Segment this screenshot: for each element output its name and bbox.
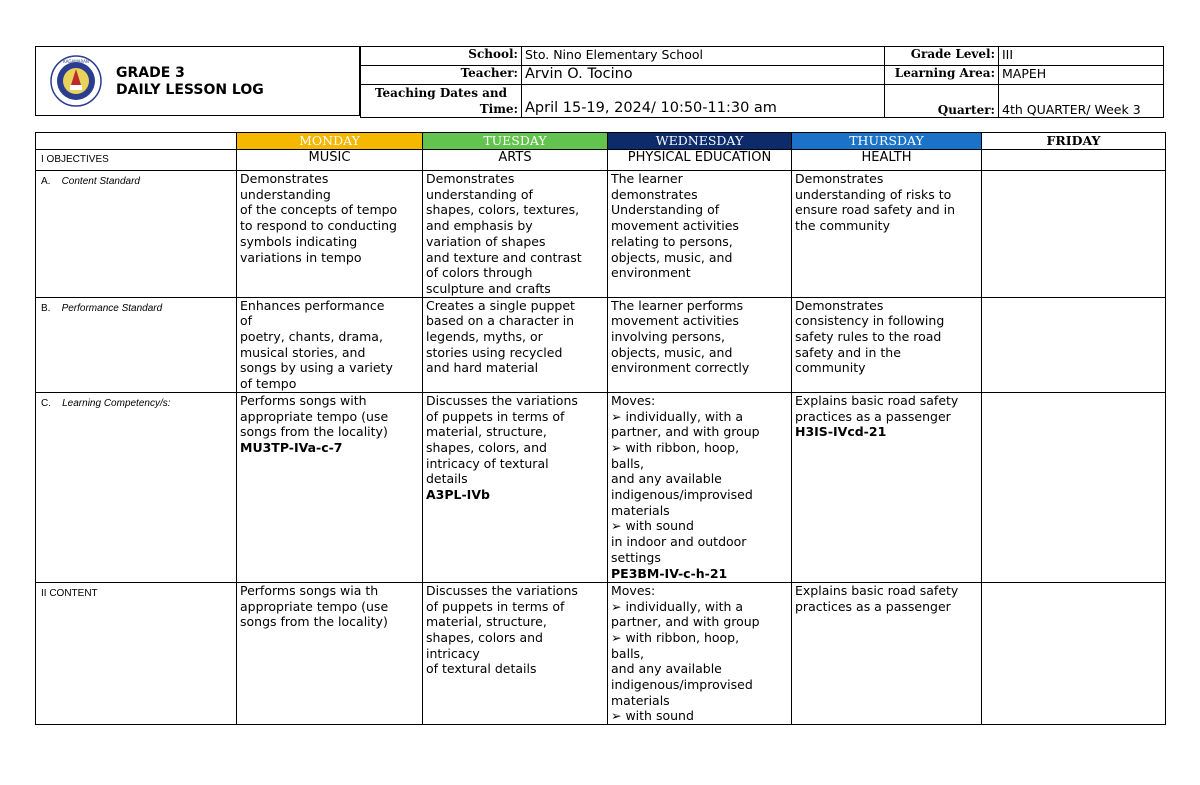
teaching-dates-label-line1: Teaching Dates and [374,86,508,100]
text-line: of colors through [426,265,533,281]
text-line: practices as a passenger [795,598,951,614]
deped-seal-icon [50,55,102,107]
content-standard-label [36,171,237,298]
content-standard-friday [982,171,1166,298]
text-line: ➢ with ribbon, hoop, [611,439,740,455]
content-label: II CONTENT [36,582,237,724]
row-prefix: A. [41,176,51,187]
text-line: Moves: [611,582,656,598]
day-friday: FRIDAY [982,133,1166,150]
content-standard-monday [237,171,423,298]
text-line: relating to persons, [611,233,733,249]
text-line: musical stories, and [240,344,366,360]
content-standard-thursday [792,171,982,298]
text-line: ➢ with sound [611,518,694,534]
row-prefix: C. [41,397,51,409]
text-line: Explains basic road safety [795,582,959,598]
log-title: DAILY LESSON LOG [116,82,264,98]
text-line: safety rules to the road [795,329,942,345]
subject-thursday: HEALTH [792,150,982,171]
text-line: environment correctly [611,360,750,376]
text-line: Demonstrates [426,171,515,186]
text-line: shapes, colors, textures, [426,202,580,218]
text-line: of the concepts of tempo [240,202,398,218]
grade-label: GRADE 3 [116,65,185,81]
text-line: environment [611,265,691,281]
text-line: Moves: [611,392,656,408]
text-line: to respond to conducting [240,218,397,234]
text-line: involving persons, [611,329,725,345]
content-standard-wednesday [608,171,792,298]
corner-cell [36,133,237,150]
subject-friday [982,150,1166,171]
text-line: of puppets in terms of [426,408,565,424]
text-line: balls, [611,645,645,661]
text-line: Performs songs wia th [240,582,379,598]
day-header-row [36,133,1166,150]
text-line: and any available [611,471,722,487]
text-line: consistency in following [795,313,945,329]
text-line: and emphasis by [426,218,533,234]
teaching-dates-label [361,85,522,118]
text-line: material, structure, [426,614,547,630]
row-prefix: B. [41,302,51,314]
text-line: material, structure, [426,424,547,440]
day-thursday: THURSDAY [792,133,982,150]
text-line: settings [611,549,661,565]
text-line: Explains basic road safety [795,392,959,408]
text-line: ➢ with ribbon, hoop, [611,629,740,645]
text-line: in indoor and outdoor [611,534,747,550]
subject-wednesday: PHYSICAL EDUCATION [608,150,792,171]
performance-standard-wednesday [608,297,792,392]
text-line: and any available [611,661,722,677]
competency-code-thursday: H3IS-IVcd-21 [795,424,887,440]
text-line: Demonstrates [240,171,329,186]
row-label: Learning Competency/s: [62,397,171,409]
text-line: community [795,360,866,376]
content-thursday [792,582,982,724]
text-line: sculpture and crafts [426,280,551,296]
teaching-dates-label-line2: Time: [479,102,518,116]
text-line: objects, music, and [611,344,733,360]
text-line: partner, and with group [611,614,760,630]
competency-tuesday-text [426,393,604,487]
text-line: appropriate tempo (use [240,598,389,614]
text-line: Enhances performance [240,297,385,313]
content-friday [982,582,1166,724]
text-line: understanding of [426,186,533,202]
text-line: indigenous/improvised [611,487,753,503]
text-line: Understanding of [611,202,720,218]
text-line: of textural details [426,661,537,677]
text-line: materials [611,502,670,518]
competency-row [36,392,1166,582]
competency-monday [237,392,423,582]
text-line: objects, music, and [611,249,733,265]
text-line: ensure road safety and in [795,202,956,218]
text-line: Demonstrates [795,171,884,186]
school-label: School: [361,47,522,66]
text-line: intricacy [426,645,480,661]
grade-level-label: Grade Level: [885,47,999,66]
text-line: shapes, colors and [426,629,543,645]
learning-area-label: Learning Area: [885,66,999,85]
performance-standard-thursday [792,297,982,392]
competency-tuesday [423,392,608,582]
text-line: indigenous/improvised [611,677,753,693]
day-wednesday: WEDNESDAY [608,133,792,150]
content-wednesday [608,582,792,724]
competency-code-tuesday: A3PL-IVb [426,487,490,503]
performance-standard-row [36,297,1166,392]
text-line: of tempo [240,376,297,392]
text-line: Creates a single puppet [426,297,575,313]
day-monday: MONDAY [237,133,423,150]
competency-thursday-text [795,393,978,424]
text-line: stories using recycled [426,344,563,360]
text-line: legends, myths, or [426,329,543,345]
content-row [36,582,1166,724]
text-line: of puppets in terms of [426,598,565,614]
text-line: demonstrates [611,186,698,202]
learning-area-value: MAPEH [999,66,1164,85]
text-line: songs from the locality) [240,614,388,630]
text-line: intricacy of textural [426,455,549,471]
competency-monday-text [240,393,419,440]
content-standard-row [36,171,1166,298]
text-line: songs by using a variety [240,360,393,376]
performance-standard-friday [982,297,1166,392]
competency-friday [982,392,1166,582]
row-label: Content Standard [61,176,140,187]
text-line: safety and in the [795,344,901,360]
school-value: Sto. Nino Elementary School [522,47,885,66]
objectives-label: I OBJECTIVES [36,150,237,171]
competency-wednesday [608,392,792,582]
performance-standard-monday [237,297,423,392]
grade-level-value: III [999,47,1164,66]
text-line: shapes, colors, and [426,439,547,455]
text-line: details [426,471,468,487]
competency-label [36,392,237,582]
text-line: materials [611,692,670,708]
grade-title [116,65,264,99]
text-line: and hard material [426,360,539,376]
text-line: ➢ individually, with a [611,408,744,424]
text-line: poetry, chants, drama, [240,329,383,345]
text-line: movement activities [611,313,739,329]
day-tuesday: TUESDAY [423,133,608,150]
text-line: the community [795,218,890,234]
quarter-value: 4th QUARTER/ Week 3 [999,85,1164,118]
text-line: variation of shapes [426,233,546,249]
text-line: The learner performs [611,297,744,313]
subject-monday: MUSIC [237,150,423,171]
text-line: partner, and with group [611,424,760,440]
teacher-value: Arvin O. Tocino [522,66,885,85]
text-line: appropriate tempo (use [240,408,389,424]
text-line: and texture and contrast [426,249,582,265]
text-line: balls, [611,455,645,471]
competency-wednesday-text [611,393,788,566]
lesson-log-table [35,132,1166,725]
content-monday [237,582,423,724]
competency-thursday [792,392,982,582]
svg-text:KAGAWARAN: KAGAWARAN [63,59,89,64]
text-line: songs from the locality) [240,424,388,440]
performance-standard-label [36,297,237,392]
header-info-table [360,46,1164,118]
competency-code-monday: MU3TP-IVa-c-7 [240,439,343,455]
teacher-label: Teacher: [361,66,522,85]
text-line: symbols indicating [240,233,358,249]
text-line: based on a character in [426,313,575,329]
subject-row [36,150,1166,171]
competency-code-wednesday: PE3BM-IV-c-h-21 [611,565,728,581]
text-line: Performs songs with [240,392,367,408]
quarter-label: Quarter: [885,85,999,118]
teaching-dates-value: April 15-19, 2024/ 10:50-11:30 am [522,85,885,118]
text-line: movement activities [611,218,739,234]
text-line: Discusses the variations [426,392,578,408]
text-line: ➢ individually, with a [611,598,744,614]
content-standard-tuesday [423,171,608,298]
text-line: Demonstrates [795,297,884,313]
text-line: of [240,313,253,329]
text-line: Discusses the variations [426,582,578,598]
text-line: understanding of risks to [795,186,952,202]
subject-tuesday: ARTS [423,150,608,171]
performance-standard-tuesday [423,297,608,392]
row-label: Performance Standard [61,302,163,314]
text-line: variations in tempo [240,249,362,265]
header-title-block [35,46,360,116]
content-tuesday [423,582,608,724]
text-line: practices as a passenger [795,408,951,424]
text-line: ➢ with sound [611,708,694,724]
text-line: understanding [240,186,331,202]
text-line: The learner [611,171,683,186]
